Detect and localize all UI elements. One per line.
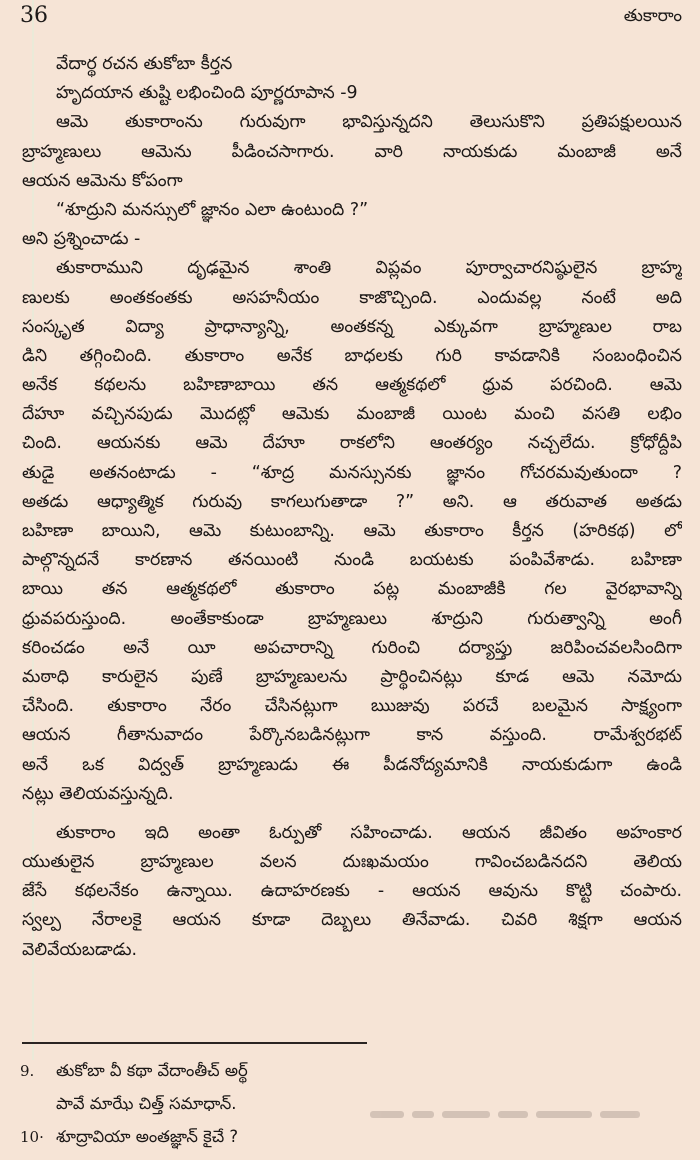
paragraph-line: ఆయన ఆమెను కోపంగా [22, 170, 183, 191]
footnote-divider [22, 1042, 367, 1044]
footnote-number: 10· [20, 1128, 44, 1146]
paragraph-line: కరించడం అనే యీ అపచారాన్ని గురించి దర్యాప్తు జరిపించవలసిందిగా [22, 637, 682, 658]
paragraph-line: అనేక కథలను బహిణాబాయి తన ఆత్మకథలో ధ్రువ పరచింది. ఆమె [22, 375, 682, 396]
bleed-through-smudge [370, 1104, 660, 1118]
paragraph-line: అని ప్రశ్నించాడు - [22, 229, 141, 250]
paragraph-line: మఠాధి కారులైన పుణే బ్రాహ్మణులను ప్రార్థించినట్లు కూడ ఆమె నమోదు [22, 666, 682, 687]
body-text [22, 50, 682, 965]
verse-line: హృదయాన తుష్టి లభించింది పూర్ణరూపాన -9 [56, 83, 358, 104]
paragraph-line: ఆయన గీతానువాదం పేర్కొనబడినట్లుగా కాన వస్తుంది. రామేశ్వరభట్ [22, 725, 682, 746]
paragraph-line: వెలివేయబడాడు. [22, 939, 138, 960]
paragraph-line: అతడు ఆధ్యాత్మిక గురువు కాగలుగుతాడా ?” అని. ఆ తరువాత అతడు [22, 491, 682, 512]
paragraph-line: చేసింది. తుకారాం నేరం చేసినట్లుగా ఋజువు పరచే బలమైన సాక్ష్యంగా [22, 696, 682, 717]
paragraph-line: తుకారాం ఇది అంతా ఓర్పుతో సహించాడు. ఆయన జీవితం అహంకార [56, 822, 682, 843]
paragraph-line: ఆమె తుకారాంను గురువుగా భావిస్తున్నదని తెలుసుకొని ప్రతిపక్షులయిన [56, 112, 682, 133]
paragraph-line: సంస్కృత విద్యా ప్రాధాన్యాన్ని, అంతకన్న ఎక్కువగా బ్రాహ్మణుల రాబ [22, 316, 682, 337]
paragraph-line: తుకారాముని దృఢమైన శాంతి విప్లవం పూర్వాచారనిష్ఠులైన బ్రాహ్మ [56, 258, 682, 279]
paragraph-line: జేసే కథలనేకం ఉన్నాయి. ఉదాహరణకు - ఆయన ఆవును కొట్టి చంపారు. [22, 881, 682, 902]
paragraph-line: ణులకు అంతకంతకు అసహనీయం కాజొచ్చింది. ఎందువల్ల నంటే అది [22, 287, 682, 308]
paragraph-line: డిని తగ్గించింది. తుకారాం అనేక బాధలకు గురి కావడానికి సంబంధించిన [22, 345, 682, 366]
paragraph-line: అనే ఒక విద్వత్ బ్రాహ్మణుడు ఈ పీడనోద్యమానికి నాయకుడుగా ఉండి [22, 754, 682, 775]
footnote-text: తుకోబా వీ కథా వేదాంతీచ్ అర్థ్ [56, 1061, 248, 1080]
paragraph-gap [22, 809, 682, 819]
paragraph-line: ధ్రువపరుస్తుంది. అంతేకాకుండా బ్రాహ్మణులు శూద్రుని గురుత్వాన్ని అంగీ [22, 608, 682, 629]
footnote-text: శూద్రావియా అంతజ్ఞాన్ కైచే ? [56, 1127, 239, 1146]
paragraph-line: బహిణా బాయిని, ఆమె కుటుంబాన్ని. ఆమె తుకారాం కీర్తన (హరికథ) లో [22, 521, 682, 541]
paragraph-line: తుడై అతనంటాడు - “శూద్ర మనస్సునకు జ్ఞానం గోచరమవుతుందా ? [22, 462, 682, 483]
paragraph-line: బ్రాహ్మణులు ఆమెను పీడించసాగారు. వారి నాయకుడు మంబాజీ అనే [22, 141, 682, 162]
paragraph-line: పాల్గొన్నదనే కారణాన తనయింటి నుండి బయటకు పంపివేశాడు. బహిణా [22, 550, 682, 571]
footnote-line [20, 1054, 680, 1087]
footnote-text: పావే మాఝే చిత్త్ సమాధాన్. [56, 1094, 237, 1113]
footnote-line [20, 1120, 680, 1153]
paragraph-line: చింది. ఆయనకు ఆమె దేహూ రాకలోని ఆంతర్యం నచ్చలేదు. క్రోధోద్దీపి [22, 433, 682, 454]
paragraph-line: యుతులైన బ్రాహ్మణుల వలన దుఃఖమయం గావించబడినదని తెలియ [22, 852, 682, 873]
running-header: తుకారాం [623, 6, 682, 26]
quote-line: “శూద్రుని మనస్సులో జ్ఞానం ఎలా ఉంటుంది ?” [56, 199, 369, 220]
paragraph-line: బాయి తన ఆత్మకథలో తుకారాం పట్ల మంబాజీకి గల వైరభావాన్ని [22, 579, 682, 600]
paragraph-line: దేహూ వచ్చినపుడు మొదట్లో ఆమెకు మంబాజీ యింట మంచి వసతి లభిం [22, 404, 682, 425]
verse-line: వేదార్థ రచన తుకోబా కీర్తన [56, 54, 233, 74]
footnote-number: 9. [20, 1062, 35, 1080]
paragraph-line: నట్లు తెలియవస్తున్నది. [22, 783, 174, 804]
page-number: 36 [20, 3, 48, 28]
paragraph-line: స్వల్ప నేరాలకై ఆయన కూడా దెబ్బలు తినేవాడు. చివరి శిక్షగా ఆయన [22, 910, 682, 931]
